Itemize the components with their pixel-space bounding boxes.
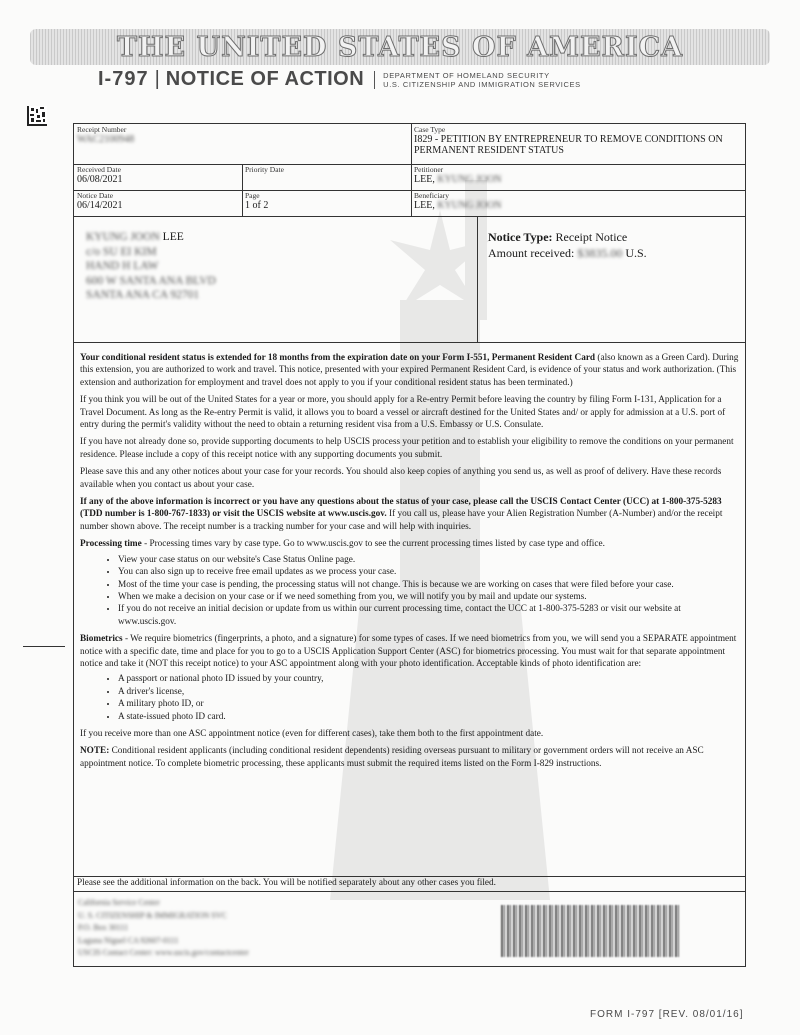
list-item: • A military photo ID, or — [118, 698, 740, 710]
petitioner-field — [411, 164, 745, 186]
form-number: I-797 — [98, 68, 149, 90]
notice-date-value: 06/14/2021 — [77, 200, 123, 211]
received-date-value: 06/08/2021 — [77, 174, 123, 185]
processing-list — [80, 554, 740, 628]
received-date-field — [74, 164, 242, 186]
list-item: • A passport or national photo ID issued by your country, — [118, 673, 740, 685]
petitioner-value: LEE, — [414, 174, 435, 185]
footer-divider — [74, 891, 745, 892]
fold-mark — [23, 646, 65, 647]
form-header — [98, 68, 581, 91]
priority-date-field — [242, 164, 411, 175]
notice-type-label: Notice Type: — [488, 230, 553, 244]
processing-time-paragraph: Processing time - Processing times vary by case type. Go to www.uscis.gov to see the current processing times listed by case type and office. — [80, 539, 605, 550]
beneficiary-field — [411, 190, 745, 212]
address-line: 600 W SANTA ANA BLVD — [86, 274, 216, 287]
list-item: • Most of the time your case is pending, the processing status will not change. This is because we are working on cases that were filed before your case. — [118, 579, 740, 591]
case-type-field — [411, 124, 745, 157]
supporting-documents-paragraph: If you have not already done so, provide supporting documents to help USCIS process your petition and to establish your eligibility to remove the conditions on your permanent residence. Please include a copy of this receipt notice with any supporting documents you submit. — [80, 437, 734, 460]
notice-type-value: Receipt Notice — [555, 230, 628, 244]
petitioner-label: Petitioner — [414, 165, 444, 174]
address-line: c/o SU EI KIM — [86, 245, 157, 258]
department-name: DEPARTMENT OF HOMELAND SECURITY — [383, 70, 550, 80]
beneficiary-label: Beneficiary — [414, 191, 449, 200]
page-label: Page — [245, 191, 260, 200]
form-revision: FORM I-797 [REV. 08/01/16] — [590, 1009, 744, 1020]
list-item: • If you do not receive an initial decision or update from us within our current processing time, contact the UCC at 1-800-375-5283 or visit our website at www.uscis.gov. — [118, 603, 740, 628]
banner-title: THE UNITED STATES OF AMERICA — [116, 31, 684, 63]
multiple-appointments-paragraph: If you receive more than one ASC appointment notice (even for different cases), take them both to the first appointment date. — [80, 728, 544, 739]
case-type-value: I829 - PETITION BY ENTREPRENEUR TO REMOVE CONDITIONS ON PERMANENT RESIDENT STATUS — [414, 134, 723, 156]
header-divider: | — [154, 68, 160, 90]
amount-received-value: $3835.00 — [577, 246, 623, 260]
office-line: P.O. Box 30111 — [78, 923, 129, 932]
note-paragraph: NOTE: Conditional resident applicants (including conditional resident dependents) residing overseas pursuant to military or government orders will not receive an ASC appointment notice. To complete biometric processing, these applicants must submit the required items listed on the Form I-829 instructions. — [80, 746, 704, 769]
save-records-paragraph: Please save this and any other notices about your case for your records. You should also keep copies of anything you send us, as well as proof of delivery. Have these records available when you contact us about your case. — [80, 467, 722, 490]
notice-of-action-title: NOTICE OF ACTION — [165, 68, 365, 90]
office-line: Laguna Niguel CA 92607-0111 — [78, 935, 179, 945]
received-date-label: Received Date — [77, 165, 121, 174]
barcode — [501, 905, 679, 957]
photo-id-list — [80, 673, 740, 723]
amount-received-label: Amount received: — [488, 246, 575, 260]
address-name-redacted: KYUNG JOON — [86, 231, 160, 243]
list-item: • You can also sign up to receive free email updates as we process your case. — [118, 566, 740, 578]
address-line: SANTA ANA CA 92701 — [86, 289, 200, 301]
data-matrix-code-icon — [27, 106, 47, 126]
footer-divider — [74, 876, 745, 877]
department-block — [374, 71, 581, 89]
priority-date-label: Priority Date — [245, 165, 284, 174]
reentry-permit-paragraph: If you think you will be out of the United States for a year or more, you should apply for a Re-entry Permit before leaving the country by filing Form I-131, Application for a Travel Document. As long as the Re-entry Permit is valid, it allows you to board a vessel or aircraft destined for the United States and/ or apply for admission at a U.S. port of entry during the permit's validity without the need to obtain a returning resident visa from a U.S. Embassy or U.S. Consulate. — [80, 395, 726, 431]
beneficiary-value: LEE, — [414, 200, 435, 211]
service-center-address — [78, 897, 249, 960]
notice-date-label: Notice Date — [77, 191, 114, 200]
address-line: HAND H LAW — [86, 260, 159, 272]
petitioner-redacted: KYUNG JOON — [437, 174, 502, 185]
receipt-number-label: Receipt Number — [77, 125, 127, 134]
case-type-label: Case Type — [414, 125, 446, 134]
address-name: LEE — [162, 231, 184, 243]
field-divider — [74, 216, 745, 217]
list-item: • View your case status on our website's Case Status Online page. — [118, 554, 740, 566]
page-value: 1 of 2 — [245, 200, 269, 211]
biometrics-paragraph: Biometrics - We require biometrics (fingerprints, a photo, and a signature) for some types of cases. If we need biometrics from you, we will send you a SEPARATE appointment notice with a specific date, time and place for you to go to a USCIS Application Support Center (ASC) for biometrics processing. You must wait for that separate appointment notice and take it (NOT this receipt notice) to your ASC appointment along with your photo identification. Acceptable kinds of photo identification are: — [80, 634, 737, 669]
notice-type-block — [488, 229, 647, 261]
mailing-address — [86, 230, 216, 303]
section-divider — [74, 342, 745, 343]
notice-date-field — [74, 190, 242, 212]
amount-currency: U.S. — [625, 246, 647, 260]
list-item: • When we make a decision on your case or if we need something from you, we will notify you by mail and update our systems. — [118, 591, 740, 603]
office-line: California Service Center — [78, 898, 160, 907]
additional-info-note: Please see the additional information on the back. You will be notified separately about any other cases you filed. — [77, 878, 496, 888]
list-item: • A driver's license, — [118, 686, 740, 698]
contact-center-paragraph: If any of the above information is incorrect or you have any questions about the status of your case, please call the USCIS Contact Center (UCC) at 1-800-375-5283 (TDD number is 1-800-767-1833) or visit the USCIS website at www.uscis.gov. If you call us, please have your Alien Registration Number (A-Number) and/or the receipt number shown above. The receipt number is a tracking number for your case and will help with inquiries. — [80, 497, 723, 532]
address-divider — [477, 216, 478, 342]
notice-form — [73, 123, 746, 967]
notice-body — [80, 352, 740, 775]
page-field — [242, 190, 411, 212]
status-extension-paragraph: Your conditional resident status is extended for 18 months from the expiration date on your Form I-551, Permanent Resident Card (also known as a Green Card). During this extension, you are authorized to work and travel. This notice, presented with your expired Permanent Resident Card, is evidence of your status and work authorization. (This extension and authorization for employment and travel does not apply to you if your conditional resident status has been terminated.) — [80, 353, 739, 388]
receipt-number-field — [74, 124, 411, 146]
office-line: USCIS Contact Center: www.uscis.gov/contactcenter — [78, 948, 249, 957]
beneficiary-redacted: KYUNG JOON — [437, 200, 502, 211]
receipt-number-value: WAC2100948 — [77, 134, 135, 145]
office-line: U. S. CITIZENSHIP & IMMIGRATION SVC — [78, 910, 227, 920]
agency-name: U.S. CITIZENSHIP AND IMMIGRATION SERVICES — [383, 79, 581, 89]
united-states-banner — [30, 29, 770, 65]
list-item: • A state-issued photo ID card. — [118, 711, 740, 723]
